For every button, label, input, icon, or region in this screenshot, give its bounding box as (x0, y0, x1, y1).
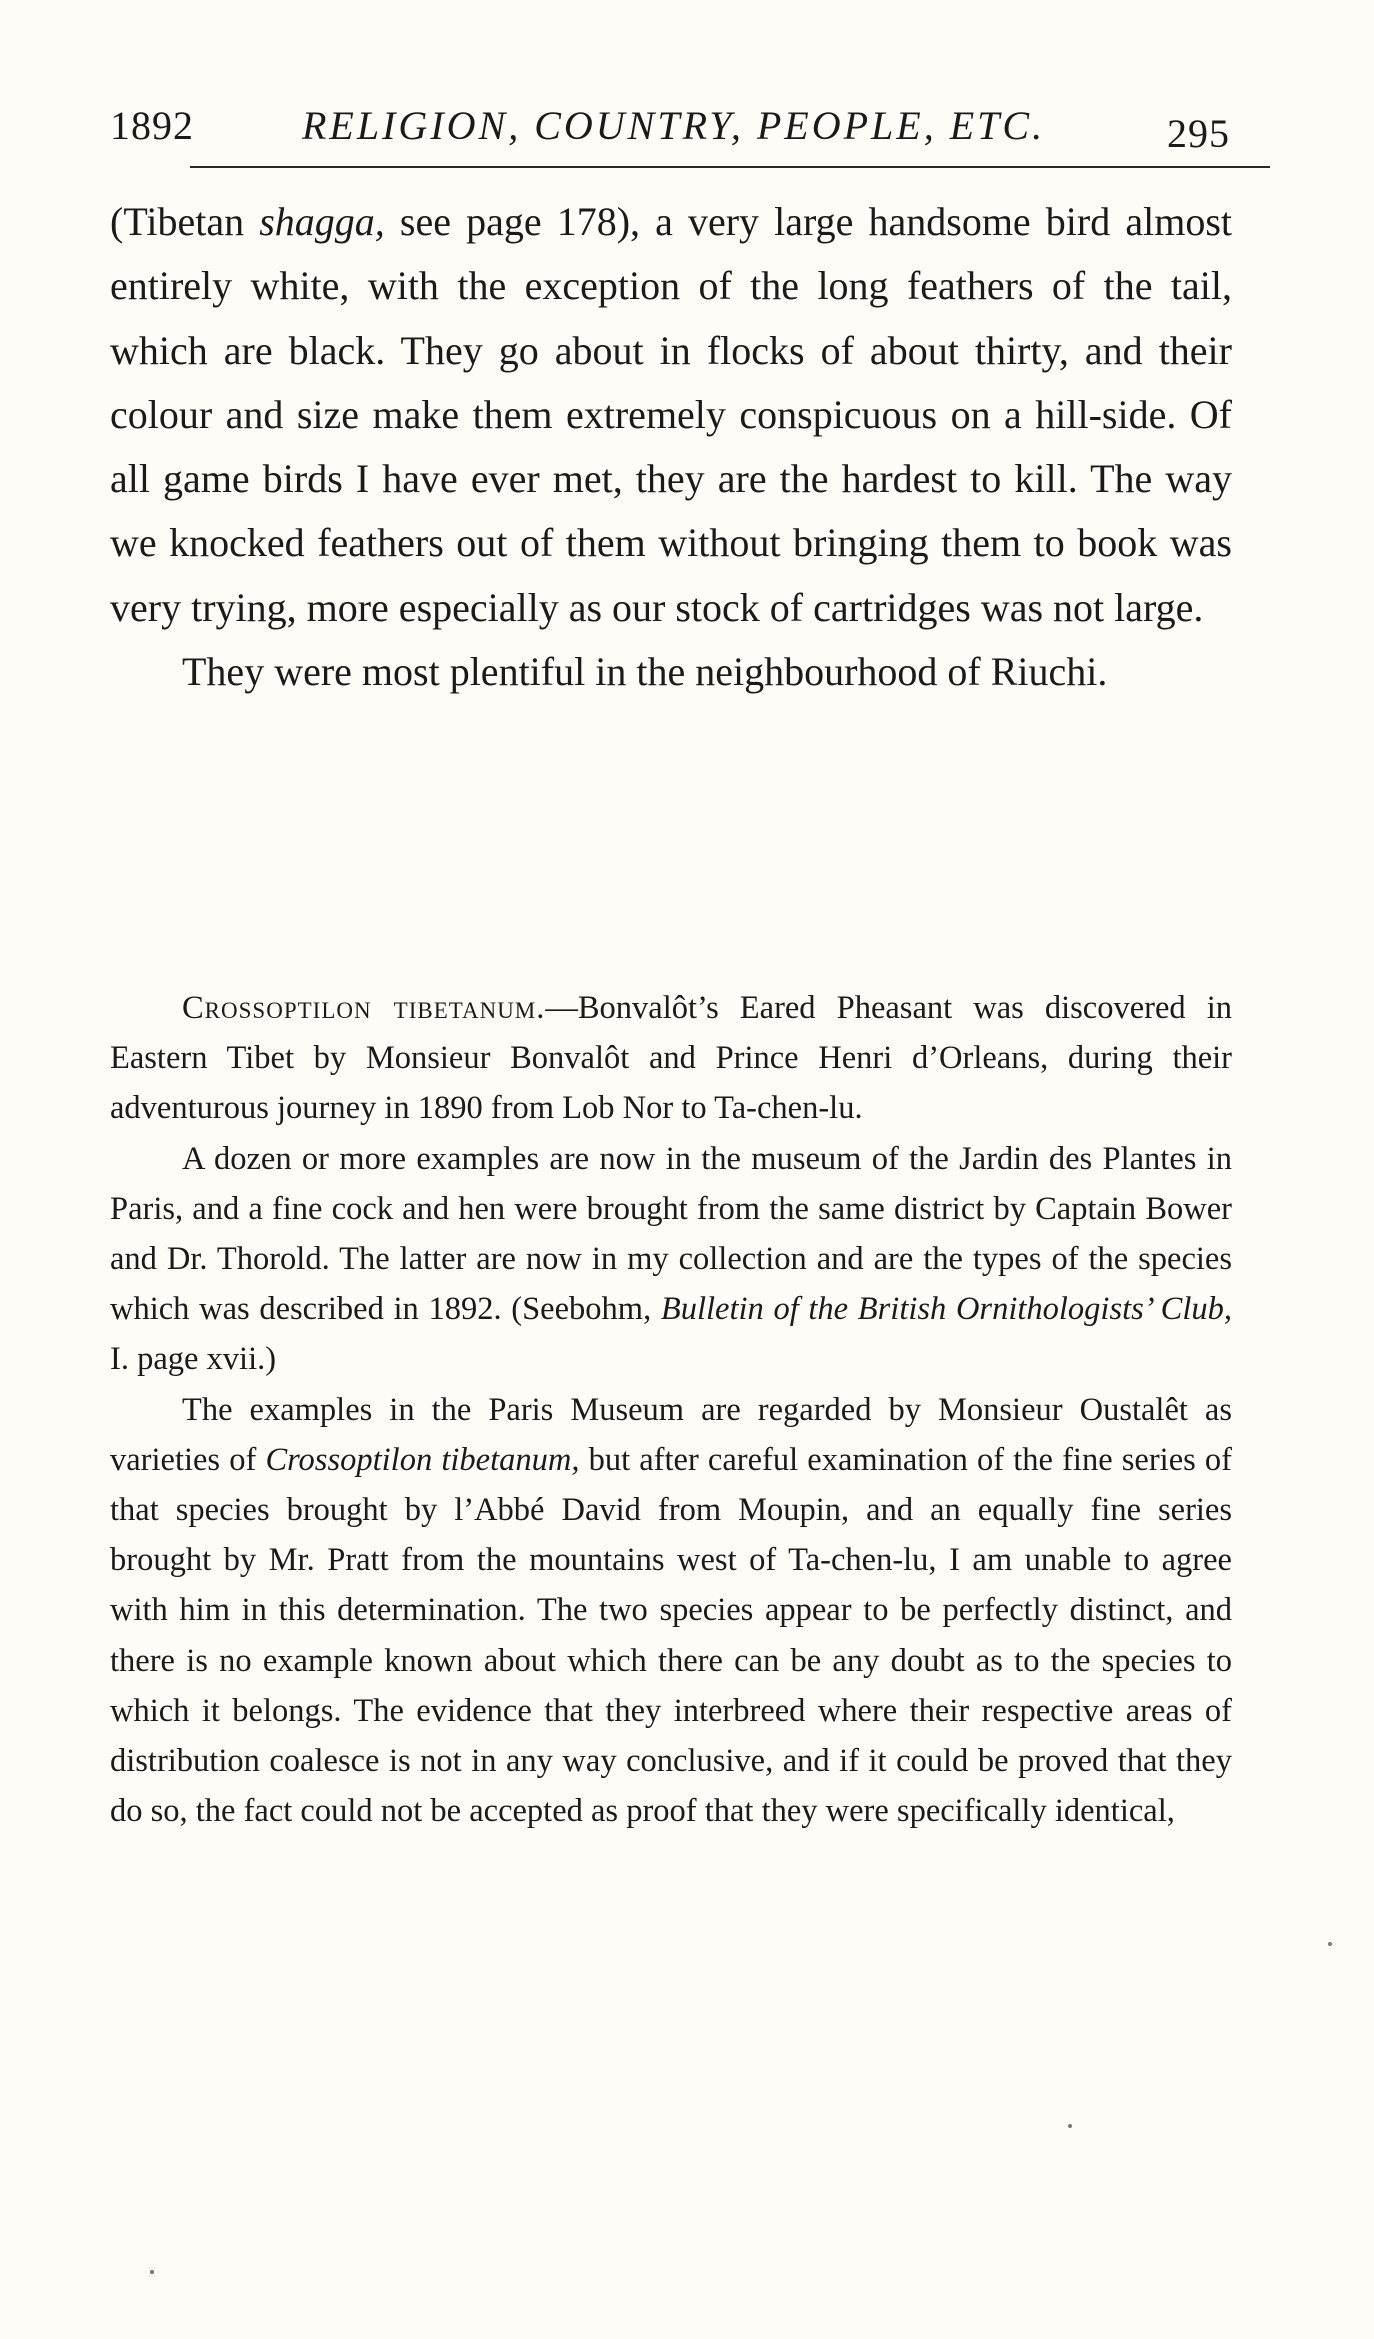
text-run: —Bonvalôt’s Eared Pheasant was discovered in Eastern Tibet by Monsieur Bonvalôt and Prince Henri d’Orleans, during their adventurous journey in 1890 from Lob Nor to Ta-chen-lu. (110, 990, 1232, 1127)
paper-speck (1328, 1942, 1332, 1946)
text-run: (Tibetan (110, 199, 260, 244)
species-heading: Crossoptilon tibetanum. (182, 990, 546, 1026)
text-run: but after careful examination of the fine series of that species brought by l’Abbé David from Moupin, and an equally fine series brought by Mr. Pratt from the mountains west of Ta-chen-lu, I am unable to agree with him in this determination. The two species appear to be perfectly distinct, and there is no example known about which there can be any doubt as to the species to which it belongs. The evidence that they interbreed where their respective areas of distribution coalesce is not in any way conclusive, and if it could be proved that they do so, the fact could not be accepted as proof that they were specifically identical, (110, 1441, 1232, 1830)
text-run: A dozen or more examples are now in the museum of the Jardin des Plantes in Paris, and a fine cock and hen were brought from the same district by Captain Bower and Dr. Thorold. The latter are now in my collection and are the types of the species which was described in 1892. (Seebohm, (110, 1140, 1232, 1328)
italic-species-name: Crossoptilon tibetanum, (265, 1441, 580, 1478)
paragraph-examples (110, 1134, 1232, 1385)
paper-speck (1068, 2124, 1072, 2128)
text-run: The examples in the Paris Museum are regarded by Monsieur Oustalêt as varieties of (110, 1391, 1232, 1478)
text-run: I. page xvii.) (110, 1341, 277, 1378)
page-number: 295 (1167, 111, 1230, 156)
paper-speck (150, 2270, 154, 2274)
paragraph-paris-museum (110, 1385, 1232, 1837)
header-rule (190, 166, 1270, 168)
header-title: RELIGION, COUNTRY, PEOPLE, ETC. (302, 103, 1046, 148)
section-crossoptilon (110, 983, 1232, 1836)
paragraph-riuchi: They were most plentiful in the neighbourhood of Riuchi. (182, 649, 1108, 695)
text-run: see page 178), a very large handsome bird almost entirely white, with the exception of the long feathers of the tail, which are black. They go about in flocks of about thirty, and their colour and size make them extremely conspicuous on a hill-side. Of all game birds I have ever met, they are the hardest to kill. The way we knocked feathers out of them without bringing them to book was very trying, more especially as our stock of cartridges was not large. (110, 199, 1232, 630)
italic-term-shagga: shagga, (259, 199, 385, 244)
running-head (110, 96, 1230, 156)
header-year: 1892 (110, 103, 194, 148)
italic-citation: Bulletin of the British Ornithologists’ Club, (660, 1291, 1232, 1328)
paragraph-crossoptilon-intro (110, 983, 1232, 1134)
paragraph-shagga-description (110, 190, 1232, 640)
section-shagga (110, 190, 1232, 704)
